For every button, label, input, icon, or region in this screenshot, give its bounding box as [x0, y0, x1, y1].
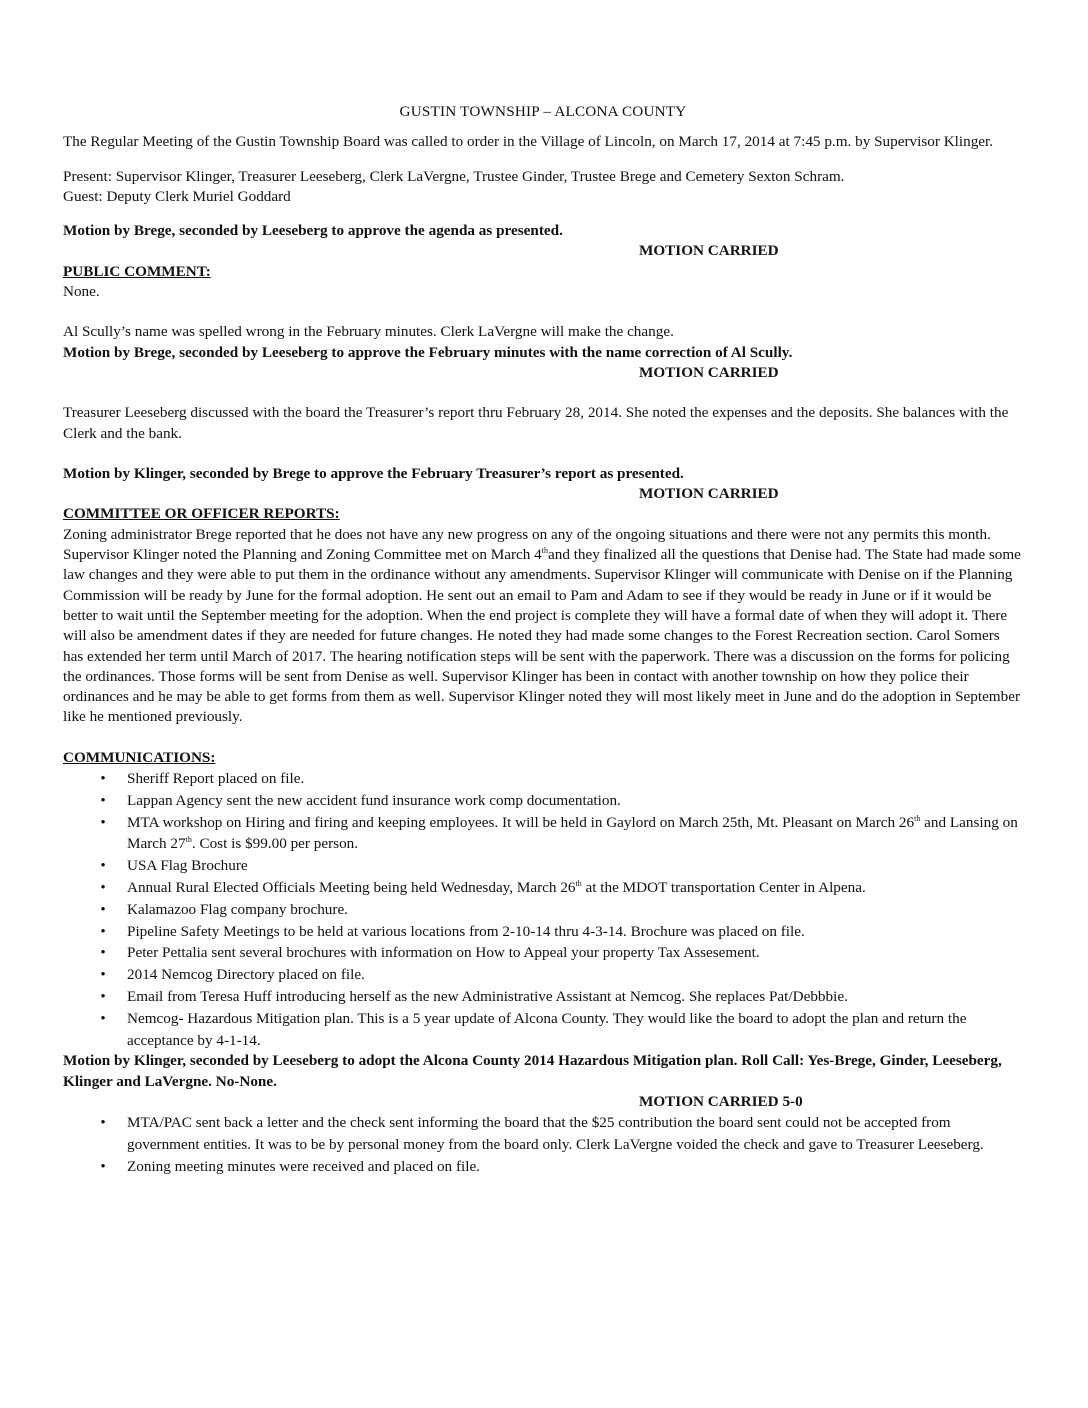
list-item: • USA Flag Brochure [127, 855, 1023, 877]
guest-line: Guest: Deputy Clerk Muriel Goddard [63, 187, 291, 205]
bullet-icon: • [100, 791, 106, 809]
public-comment-heading: PUBLIC COMMENT: [63, 262, 211, 280]
motion-minutes: Motion by Brege, seconded by Leeseberg to approve the February minutes with the name correction of Al Scully. [63, 343, 793, 361]
motion-hazard: Motion by Klinger, seconded by Leeseberg to adopt the Alcona County 2014 Hazardous Mitigation plan. Roll Call: Yes-Brege, Ginder, Leeseberg, Klinger and LaVergne. No-None. [63, 1052, 1002, 1090]
committee-sup: th [541, 545, 548, 555]
list-item: • Peter Pettalia sent several brochures with information on How to Appeal your property Tax Assesement. [127, 942, 1023, 964]
communications-list-2 [63, 1112, 1023, 1177]
present-line: Present: Supervisor Klinger, Treasurer Leeseberg, Clerk LaVergne, Trustee Ginder, Trustee Brege and Cemetery Sexton Schram. [63, 167, 845, 185]
public-comment-text: None. [63, 283, 100, 301]
list-item: • Sheriff Report placed on file. [127, 768, 1023, 790]
communications-heading: COMMUNICATIONS: [63, 748, 216, 766]
list-item: • Nemcog- Hazardous Mitigation plan. This is a 5 year update of Alcona County. They would like the board to adopt the plan and return the acceptance by 4-1-14. [127, 1008, 1023, 1052]
motion-agenda: Motion by Brege, seconded by Leeseberg to approve the agenda as presented. [63, 222, 563, 240]
bullet-icon: • [100, 900, 106, 918]
list-item-mta: • MTA workshop on Hiring and firing and keeping employees. It will be held in Gaylord on March 25th, Mt. Pleasant on March 26th and Lansing on March 27th. Cost is $99.00 per person. [127, 812, 1023, 856]
motion-carried-treasurer: MOTION CARRIED [639, 485, 779, 503]
list-item: • Pipeline Safety Meetings to be held at various locations from 2-10-14 thru 4-3-14. Brochure was placed on file. [127, 921, 1023, 943]
bullet-icon: • [100, 987, 106, 1005]
bullet-icon: • [100, 770, 106, 788]
motion-carried-agenda: MOTION CARRIED [639, 242, 779, 260]
scully-note: Al Scully’s name was spelled wrong in the February minutes. Clerk LaVergne will make the change. [63, 323, 674, 341]
bullet-icon: • [100, 944, 106, 962]
bullet-icon: • [100, 1114, 106, 1132]
treasurer-report: Treasurer Leeseberg discussed with the board the Treasurer’s report thru February 28, 2014. She noted the expenses and the deposits. She balances with the Clerk and the bank. [63, 404, 1009, 442]
bullet-icon: • [100, 1009, 106, 1027]
committee-heading: COMMITTEE OR OFFICER REPORTS: [63, 505, 340, 523]
document-title: GUSTIN TOWNSHIP – ALCONA COUNTY [399, 103, 687, 120]
committee-text-b: and they finalized all the questions that Denise had. The State had made some law changes and they were able to put them in the ordinance without any amendments. Supervisor Klinger will communicate with Denise on if the Planning Commission will be ready by June for the formal adoption. He sent out an email to Pam and Adam to see if they would be ready in June or if it would be better to wait until the September meeting for the adoption. When the end project is complete they will have a formal date of when they will adopt it. There will also be amendment dates if they are needed for future changes. He noted they had made some changes to the Forest Recreation section. Carol Somers has extended her term until March of 2017. The hearing notification steps will be sent with the paperwork. There was a discussion on the forms for policing the ordinances. Those forms will be sent from Denise as well. Supervisor Klinger has been in contact with another township on how they police their ordinances and he may be able to get forms from them as well. Supervisor Klinger noted they will most likely meet in June and do the adoption in September like he mentioned previously. [63, 546, 1021, 726]
motion-carried-5-0: MOTION CARRIED 5-0 [639, 1092, 803, 1110]
bullet-icon: • [100, 922, 106, 940]
bullet-icon: • [100, 966, 106, 984]
list-item: • Kalamazoo Flag company brochure. [127, 899, 1023, 921]
bullet-icon: • [100, 879, 106, 896]
list-item: • Zoning meeting minutes were received and placed on file. [127, 1156, 1023, 1178]
list-item: • MTA/PAC sent back a letter and the check sent informing the board that the $25 contribution the board sent could not be accepted from government entities. It was to be by personal money from the board only. Clerk LaVergne voided the check and gave to Treasurer Leeseberg. [127, 1112, 1023, 1156]
bullet-icon: • [100, 813, 106, 831]
list-item: • 2014 Nemcog Directory placed on file. [127, 964, 1023, 986]
intro-paragraph: The Regular Meeting of the Gustin Township Board was called to order in the Village of Lincoln, on March 17, 2014 at 7:45 p.m. by Supervisor Klinger. [63, 133, 994, 151]
motion-carried-minutes: MOTION CARRIED [639, 363, 779, 381]
list-item-rural: • Annual Rural Elected Officials Meeting being held Wednesday, March 26th at the MDOT transportation Center in Alpena. [127, 877, 1023, 899]
committee-text-a: Zoning administrator Brege reported that he does not have any new progress on any of the ongoing situations and there were not any permits this month. Supervisor Klinger noted the Planning and Zoning Committee met on March 4 [63, 525, 991, 564]
motion-treasurer: Motion by Klinger, seconded by Brege to approve the February Treasurer’s report as presented. [63, 464, 684, 482]
bullet-icon: • [100, 857, 106, 875]
minutes-page [63, 102, 1023, 1178]
bullet-icon: • [100, 1157, 106, 1175]
committee-paragraph [63, 525, 1023, 728]
list-item: • Lappan Agency sent the new accident fund insurance work comp documentation. [127, 790, 1023, 812]
communications-list-1 [63, 768, 1023, 1051]
list-item: • Email from Teresa Huff introducing herself as the new Administrative Assistant at Nemcog. She replaces Pat/Debbbie. [127, 986, 1023, 1008]
